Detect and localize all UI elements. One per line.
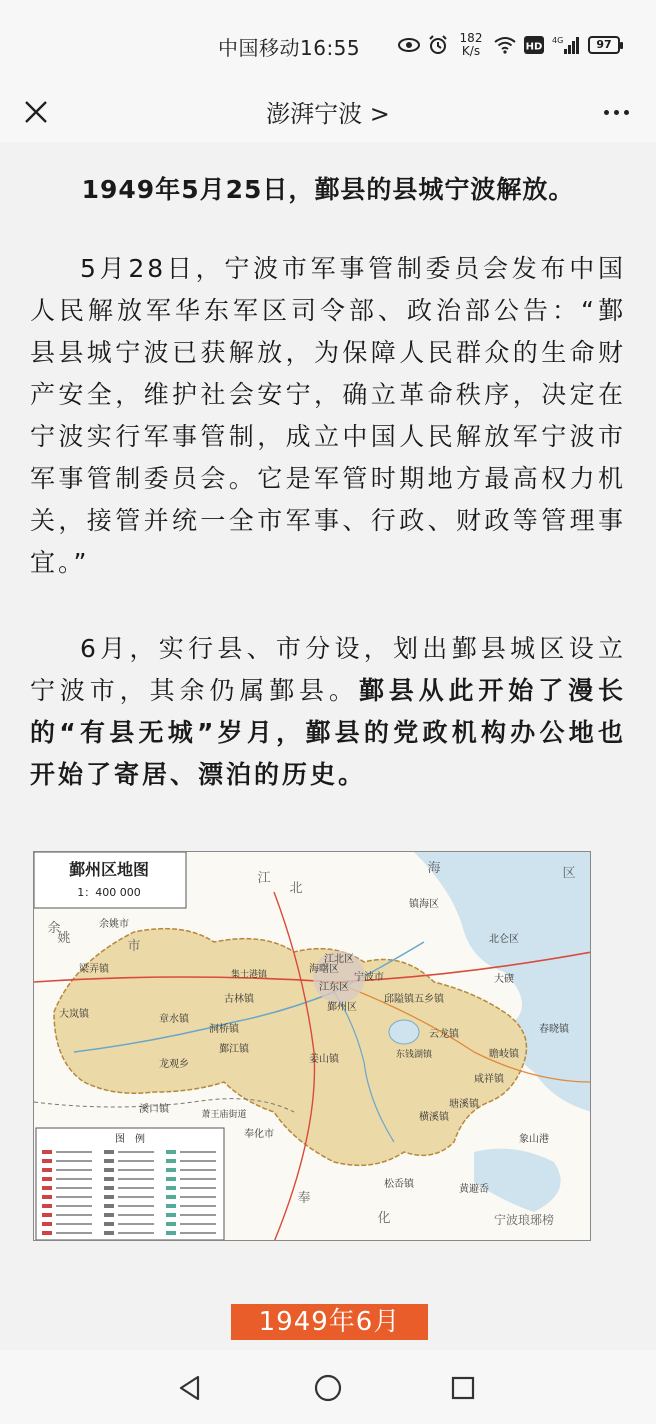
legend-symbol xyxy=(166,1177,176,1181)
legend-text-line xyxy=(180,1196,216,1198)
legend-text-line xyxy=(118,1223,154,1225)
legend-symbol xyxy=(104,1222,114,1226)
map-label: 江东区 xyxy=(319,982,349,993)
map-label: 市 xyxy=(127,939,141,954)
map-label: 春晓镇 xyxy=(539,1024,569,1035)
legend-text-line xyxy=(56,1178,92,1180)
legend-symbol xyxy=(104,1204,114,1208)
map-label: 溪口镇 xyxy=(139,1104,169,1115)
legend-symbol xyxy=(104,1213,114,1217)
map-label: 区 xyxy=(562,866,576,881)
map-label: 江北区 xyxy=(324,954,354,965)
net-speed: 182 K/s xyxy=(459,31,483,58)
legend-symbol xyxy=(42,1150,52,1154)
legend-symbol xyxy=(166,1195,176,1199)
map-label: 海 xyxy=(427,861,441,876)
legend-symbol xyxy=(166,1204,176,1208)
map-label: 梁弄镇 xyxy=(79,964,109,975)
legend-text-line xyxy=(118,1205,154,1207)
more-button[interactable] xyxy=(596,92,636,132)
map-label: 大岚镇 xyxy=(59,1009,89,1020)
home-circle-icon xyxy=(313,1373,343,1403)
map-label: 萧王庙街道 xyxy=(201,1110,247,1120)
svg-text:HD: HD xyxy=(525,41,543,53)
legend-symbol xyxy=(104,1150,114,1154)
legend-symbol xyxy=(42,1213,52,1217)
legend-symbol xyxy=(166,1186,176,1190)
map-label: 奉化市 xyxy=(244,1129,274,1140)
more-icon xyxy=(604,110,609,115)
legend-text-line xyxy=(180,1160,216,1162)
legend-text-line xyxy=(118,1214,154,1216)
legend-symbol xyxy=(42,1204,52,1208)
legend-text-line xyxy=(118,1187,154,1189)
map-label: 姚 xyxy=(57,931,71,946)
legend-text-line xyxy=(56,1169,92,1171)
legend-text-line xyxy=(56,1196,92,1198)
legend-text-line xyxy=(180,1178,216,1180)
map-scale: 1：400 000 xyxy=(77,886,141,899)
map-label: 古林镇 xyxy=(224,994,254,1005)
map-label: 鄞州区 xyxy=(327,1002,357,1013)
system-nav-bar xyxy=(0,1350,656,1424)
legend-symbol xyxy=(166,1213,176,1217)
legend-symbol xyxy=(42,1186,52,1190)
legend-symbol xyxy=(104,1195,114,1199)
legend-text-line xyxy=(56,1223,92,1225)
map-label: 北 xyxy=(289,881,303,896)
recents-square-icon xyxy=(450,1375,476,1401)
legend-symbol xyxy=(42,1231,52,1235)
map-label: 江 xyxy=(257,871,271,886)
map-label: 松岙镇 xyxy=(384,1179,414,1190)
legend-text-line xyxy=(180,1214,216,1216)
map-label: 横溪镇 xyxy=(419,1112,449,1123)
map-label: 章水镇 xyxy=(159,1014,189,1025)
map-label: 洞桥镇 xyxy=(209,1024,239,1035)
back-button[interactable] xyxy=(170,1368,210,1408)
legend-symbol xyxy=(42,1177,52,1181)
legend-text-line xyxy=(180,1151,216,1153)
wifi-icon xyxy=(494,36,516,54)
map-svg xyxy=(34,852,591,1241)
legend-text-line xyxy=(118,1160,154,1162)
legend-text-line xyxy=(180,1169,216,1171)
dongqian-lake xyxy=(389,1020,419,1044)
legend-text-line xyxy=(118,1169,154,1171)
map-label: 集士港镇 xyxy=(230,970,268,980)
svg-text:4G: 4G xyxy=(552,36,564,45)
date-badge: 1949年6月 xyxy=(231,1304,428,1340)
legend-text-line xyxy=(180,1232,216,1234)
legend-symbol xyxy=(166,1231,176,1235)
carrier-time: 中国移动16:55 xyxy=(218,36,361,60)
legend-symbol xyxy=(104,1231,114,1235)
hd-icon xyxy=(524,36,544,54)
home-button[interactable] xyxy=(308,1368,348,1408)
map-label: 余 xyxy=(47,921,61,936)
legend-symbol xyxy=(104,1159,114,1163)
legend-symbol xyxy=(42,1168,52,1172)
legend-text-line xyxy=(56,1232,92,1234)
legend-text-line xyxy=(56,1151,92,1153)
map-label: 咸祥镇 xyxy=(474,1074,504,1085)
alarm-icon xyxy=(428,35,448,55)
map-watermark: 宁波琅琊榜 xyxy=(493,1213,555,1227)
legend-symbol xyxy=(166,1168,176,1172)
signal-4g-icon xyxy=(552,35,580,55)
map-label: 东钱湖镇 xyxy=(395,1050,433,1060)
legend-text-line xyxy=(118,1196,154,1198)
paragraph-1: 5月28日，宁波市军事管制委员会发布中国人民解放军华东军区司令部、政治部公告：“鄞县县城宁波已获解放，为保障人民群众的生命财产安全，维护社会安宁，确立革命秩序，决定在宁波实行军事管制，成立中国人民解放军宁波市军事管制委员会。它是军管时期地方最高权力机关，接管并统一全市军事、行政、财政等管理事宜。” xyxy=(30,254,626,577)
map-label: 海曙区 xyxy=(309,964,339,975)
legend-text-line xyxy=(180,1205,216,1207)
map-label: 龙观乡 xyxy=(159,1059,189,1070)
legend-text-line xyxy=(118,1178,154,1180)
article xyxy=(0,142,656,1350)
paragraph-2-normal: 6月，实行县、市分设，划出鄞县城区设立宁波市，其余仍属鄞县。 xyxy=(30,634,626,705)
map-label: 奉 xyxy=(297,1191,311,1206)
legend-symbol xyxy=(104,1186,114,1190)
map-label: 鄞江镇 xyxy=(219,1044,249,1055)
map-label: 瞻岐镇 xyxy=(489,1049,519,1060)
map-label: 余姚市 xyxy=(99,919,129,930)
map-label: 姜山镇 xyxy=(309,1054,339,1065)
eye-icon xyxy=(398,38,420,52)
account-title xyxy=(0,94,656,129)
status-bar xyxy=(0,0,656,82)
legend-symbol xyxy=(104,1168,114,1172)
legend-title: 图 例 xyxy=(115,1134,145,1145)
map-label: 宁波市 xyxy=(354,972,384,983)
legend-symbol xyxy=(104,1177,114,1181)
recents-button[interactable] xyxy=(443,1368,483,1408)
map-label: 北仑区 xyxy=(489,934,519,945)
map-label: 化 xyxy=(377,1211,391,1226)
paragraph-2 xyxy=(30,628,626,796)
legend-symbol xyxy=(42,1195,52,1199)
map-label: 黄避岙 xyxy=(459,1184,489,1195)
paragraph-2-bold: 鄞县从此开始了漫长的“有县无城”岁月，鄞县的党政机构办公地也开始了寄居、漂泊的历史。 xyxy=(30,676,626,789)
nav-bar xyxy=(0,82,656,142)
legend-symbol xyxy=(42,1159,52,1163)
map-label: 邱隘镇 xyxy=(384,994,414,1005)
map-label: 大碶 xyxy=(494,974,514,985)
legend-text-line xyxy=(56,1160,92,1162)
legend-text-line xyxy=(180,1223,216,1225)
legend-symbol xyxy=(166,1159,176,1163)
map-label: 云龙镇 xyxy=(429,1029,459,1040)
map-label: 象山港 xyxy=(519,1134,549,1145)
back-triangle-icon xyxy=(177,1374,203,1402)
legend-text-line xyxy=(118,1151,154,1153)
legend-text-line xyxy=(56,1205,92,1207)
status-icons xyxy=(398,28,620,62)
article-heading: 1949年5月25日，鄞县的县城宁波解放。 xyxy=(81,175,575,204)
legend-symbol xyxy=(166,1150,176,1154)
legend-symbol xyxy=(166,1222,176,1226)
account-title-link[interactable]: 澎湃宁波 > xyxy=(266,100,390,128)
map-image[interactable] xyxy=(33,851,591,1241)
map-label: 塘溪镇 xyxy=(449,1099,479,1110)
legend-text-line xyxy=(56,1214,92,1216)
legend-text-line xyxy=(56,1187,92,1189)
legend-text-line xyxy=(118,1232,154,1234)
battery-icon: 97 xyxy=(588,36,620,54)
map-label: 五乡镇 xyxy=(414,994,444,1005)
map-title: 鄞州区地图 xyxy=(68,860,150,879)
map-label: 镇海区 xyxy=(409,899,439,910)
legend-text-line xyxy=(180,1187,216,1189)
legend-symbol xyxy=(42,1222,52,1226)
